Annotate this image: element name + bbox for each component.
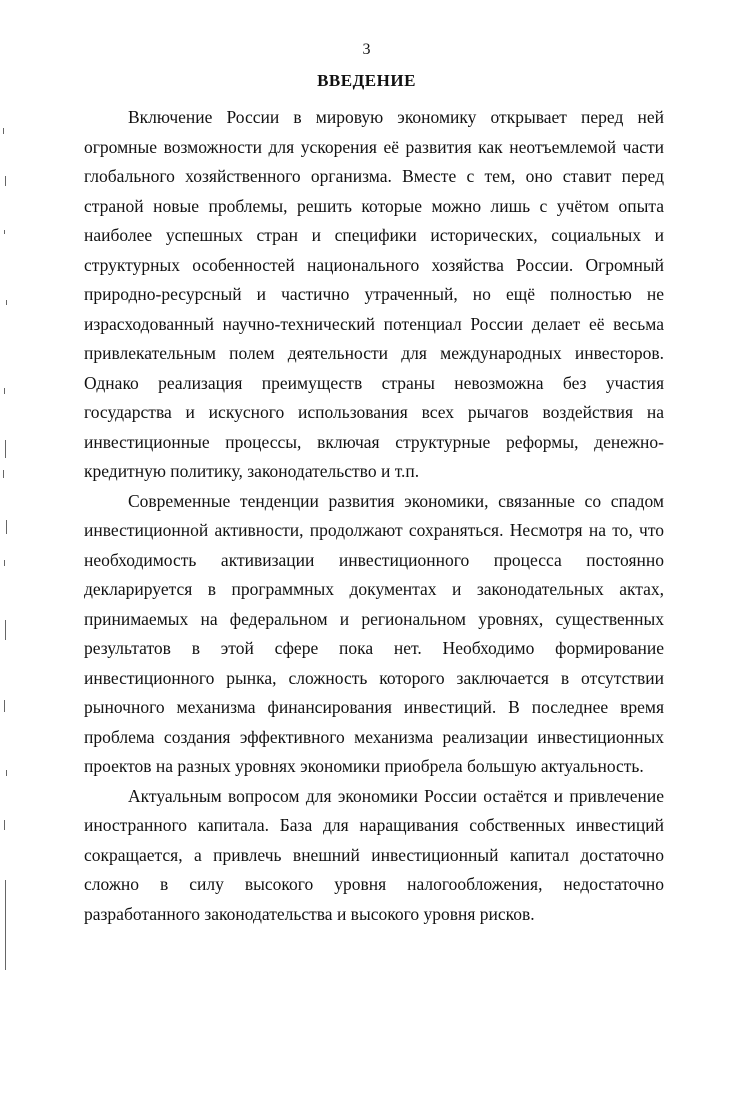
scan-margin-marks [0,0,14,1100]
paragraph: Включение России в мировую экономику открывает перед ней огромные возможности для ускорения её развития как неотъемлемой части глобального хозяйственного организма. Вместе с тем, оно ставит перед страной новые проблемы, решить которые можно лишь с учётом опыта наиболее успешных стран и специфики исторических, социальных и структурных особенностей национального хозяйства России. Огромный природно-ресурсный и частично утраченный, но ещё полностью не израсходованный научно-технический потенциал России делает её весьма привлекательным полем деятельности для международных инвесторов. Однако реализация преимуществ страны невозможна без участия государства и искусного использования всех рычагов воздействия на инвестиционные процессы, включая структурные реформы, денежно-кредитную политику, законодательство и т.п. [84,107,664,481]
paragraph: Актуальным вопросом для экономики России остаётся и привлечение иностранного капитала. База для наращивания собственных инвестиций сокращается, а привлечь внешний инвестиционный капитал достаточно сложно в силу высокого уровня налогообложения, недостаточно разработанного законодательства и высокого уровня рисков. [84,785,664,924]
body-text [84,103,664,929]
section-heading: ВВЕДЕНИЕ [317,71,416,90]
paragraph: Современные тенденции развития экономики, связанные со спадом инвестиционной активности, продолжают сохраняться. Несмотря на то, что необходимость активизации инвестиционного процесса постоянно декларируется в программных документах и законодательных актах, принимаемых на федеральном и региональном уровнях, существенных результатов в этой сфере пока нет. Необходимо формирование инвестиционного рынка, сложность которого заключается в отсутствии рыночного механизма финансирования инвестиций. В последнее время проблема создания эффективного механизма реализации инвестиционных проектов на разных уровнях экономики приобрела большую актуальность. [84,490,664,776]
page-number: 3 [362,41,371,58]
